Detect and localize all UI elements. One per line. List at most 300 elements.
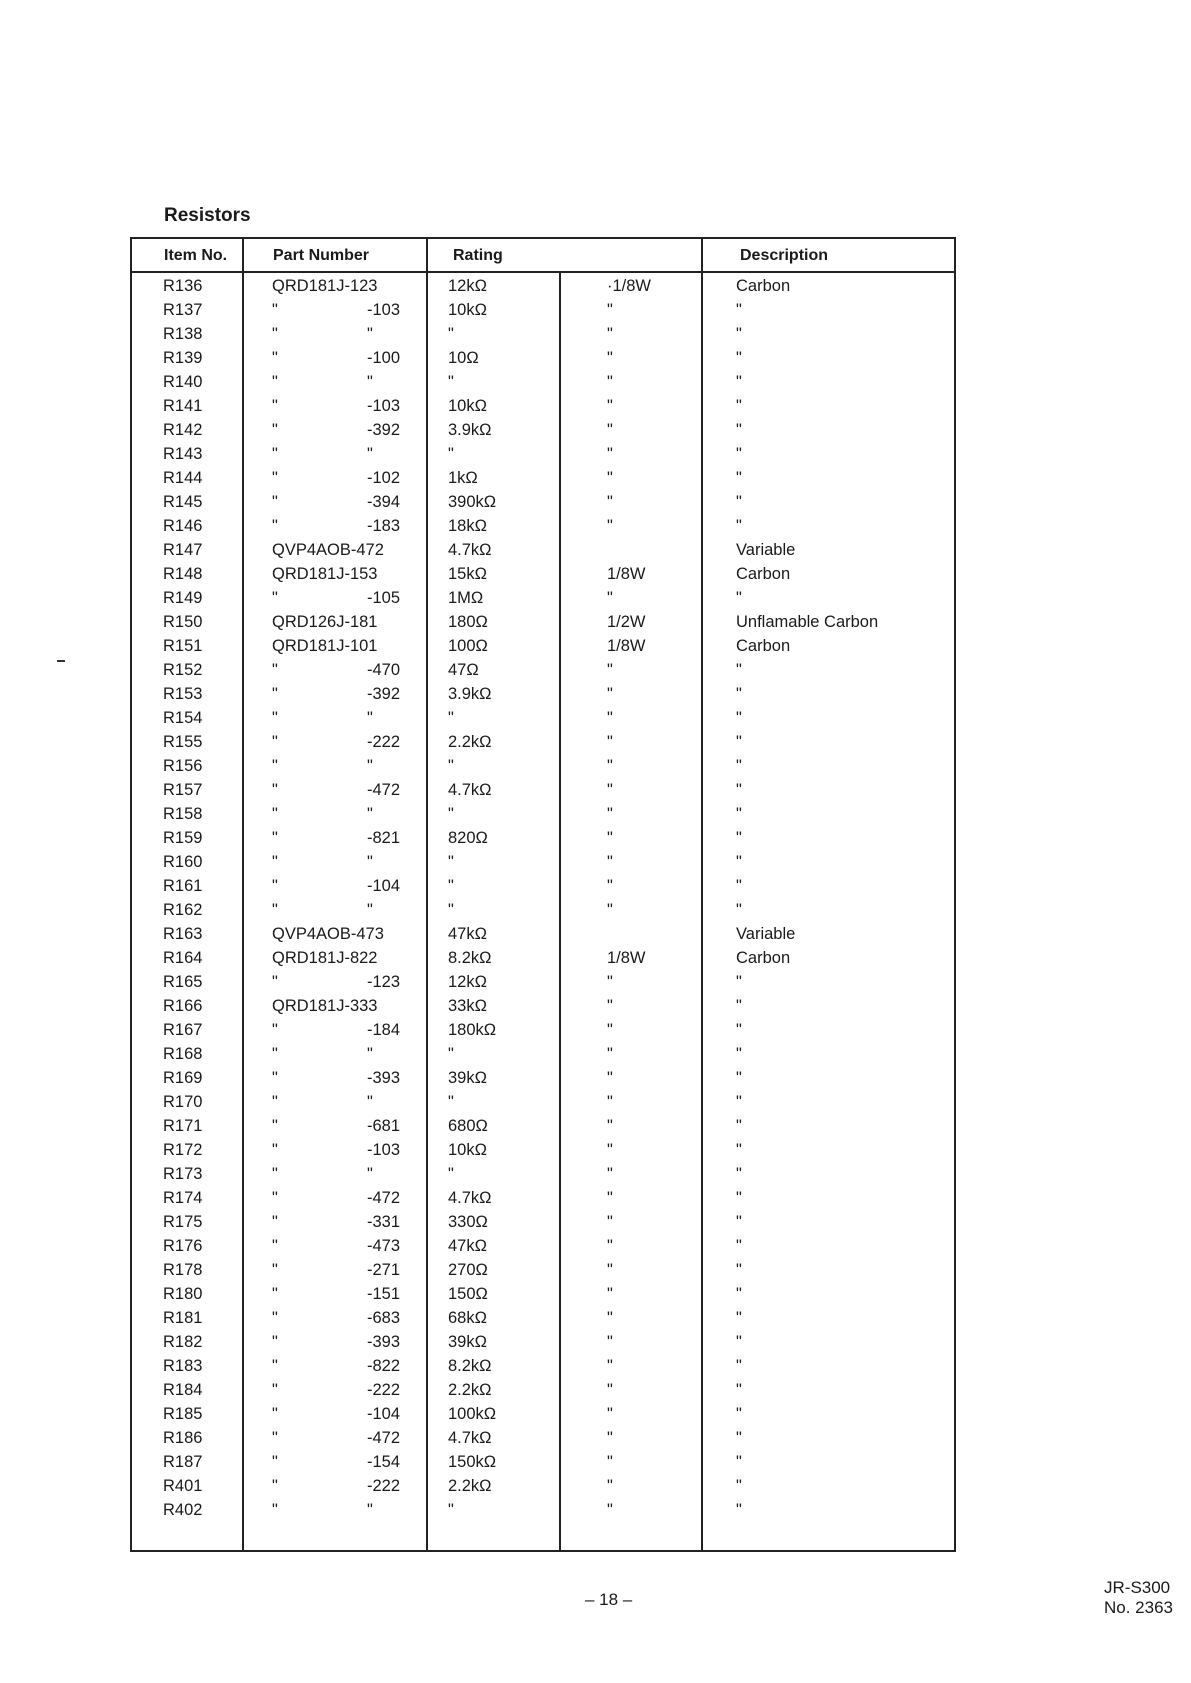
row-rating: 270Ω — [448, 1261, 488, 1279]
row-description: Carbon — [736, 949, 791, 967]
row-description: " — [736, 349, 742, 367]
row-description: " — [736, 1141, 742, 1159]
table-row — [130, 418, 956, 442]
row-wattage: " — [607, 325, 613, 343]
table-row — [130, 1042, 956, 1066]
row-part-suffix: " — [367, 709, 373, 727]
row-part-suffix: -154 — [367, 1453, 401, 1471]
row-part-suffix: -472 — [367, 1189, 401, 1207]
row-wattage: " — [607, 757, 613, 775]
row-item-no: R150 — [163, 613, 203, 631]
row-item-no: R181 — [163, 1309, 203, 1327]
table-row — [130, 970, 956, 994]
row-part-number: " — [272, 829, 278, 847]
row-wattage: " — [607, 733, 613, 751]
row-item-no: R182 — [163, 1333, 203, 1351]
row-part-number: QRD181J-333 — [272, 997, 378, 1015]
row-description: " — [736, 1501, 742, 1519]
row-rating: 4.7kΩ — [448, 1429, 492, 1447]
row-part-number: " — [272, 421, 278, 439]
row-part-suffix: -472 — [367, 1429, 401, 1447]
row-wattage: " — [607, 1237, 613, 1255]
row-item-no: R149 — [163, 589, 203, 607]
row-description: " — [736, 829, 742, 847]
row-item-no: R155 — [163, 733, 203, 751]
table-row — [130, 538, 956, 562]
row-part-suffix: -821 — [367, 829, 401, 847]
row-part-suffix: -393 — [367, 1069, 401, 1087]
row-rating: 1MΩ — [448, 589, 484, 607]
row-wattage: " — [607, 877, 613, 895]
row-item-no: R137 — [163, 301, 203, 319]
table-row — [130, 1378, 956, 1402]
table-row — [130, 1210, 956, 1234]
row-description: " — [736, 1117, 742, 1135]
row-rating: 180Ω — [448, 613, 488, 631]
row-part-number: " — [272, 301, 278, 319]
row-description: Carbon — [736, 637, 791, 655]
table-row — [130, 586, 956, 610]
row-part-number: " — [272, 1309, 278, 1327]
row-part-suffix: " — [367, 445, 373, 463]
row-item-no: R185 — [163, 1405, 203, 1423]
row-item-no: R169 — [163, 1069, 203, 1087]
row-part-number: " — [272, 397, 278, 415]
row-part-suffix: -392 — [367, 421, 401, 439]
footer-reference — [1104, 1578, 1173, 1618]
row-description: " — [736, 421, 742, 439]
row-rating: 4.7kΩ — [448, 781, 492, 799]
row-wattage: " — [607, 397, 613, 415]
row-part-number: QRD181J-822 — [272, 949, 378, 967]
row-rating: 12kΩ — [448, 277, 487, 295]
row-rating: 39kΩ — [448, 1069, 487, 1087]
row-rating: 68kΩ — [448, 1309, 487, 1327]
row-rating: 8.2kΩ — [448, 949, 492, 967]
row-part-suffix: -123 — [367, 973, 401, 991]
row-part-suffix: -470 — [367, 661, 401, 679]
row-part-number: " — [272, 1501, 278, 1519]
row-wattage: " — [607, 517, 613, 535]
table-row — [130, 610, 956, 634]
header-rating: Rating — [453, 247, 503, 264]
row-part-suffix: -393 — [367, 1333, 401, 1351]
row-description: Carbon — [736, 565, 791, 583]
row-item-no: R183 — [163, 1357, 203, 1375]
table-row — [130, 490, 956, 514]
row-wattage: " — [607, 709, 613, 727]
table-row — [130, 1282, 956, 1306]
row-description: " — [736, 877, 742, 895]
row-rating: 100Ω — [448, 637, 488, 655]
row-description: " — [736, 517, 742, 535]
row-part-number: " — [272, 1141, 278, 1159]
row-wattage: " — [607, 973, 613, 991]
row-item-no: R162 — [163, 901, 203, 919]
row-wattage: " — [607, 1309, 613, 1327]
row-rating: 2.2kΩ — [448, 1477, 492, 1495]
row-wattage: " — [607, 1381, 613, 1399]
row-rating: " — [448, 445, 454, 463]
row-rating: 150kΩ — [448, 1453, 497, 1471]
row-wattage: " — [607, 493, 613, 511]
row-description: " — [736, 1309, 742, 1327]
row-rating: " — [448, 805, 454, 823]
row-part-suffix: " — [367, 1093, 373, 1111]
row-rating: 10kΩ — [448, 397, 487, 415]
row-wattage: " — [607, 1429, 613, 1447]
row-part-number: " — [272, 1453, 278, 1471]
row-description: " — [736, 805, 742, 823]
row-part-number: QVP4AOB-473 — [272, 925, 384, 943]
row-wattage: " — [607, 469, 613, 487]
row-wattage: " — [607, 1213, 613, 1231]
row-description: " — [736, 685, 742, 703]
row-description: " — [736, 1189, 742, 1207]
row-wattage: " — [607, 1069, 613, 1087]
row-part-suffix: -392 — [367, 685, 401, 703]
table-row — [130, 562, 956, 586]
row-wattage: " — [607, 1405, 613, 1423]
row-description: " — [736, 1021, 742, 1039]
row-rating: " — [448, 1501, 454, 1519]
table-row — [130, 1306, 956, 1330]
row-part-number: " — [272, 781, 278, 799]
row-rating: " — [448, 877, 454, 895]
row-rating: 680Ω — [448, 1117, 488, 1135]
row-item-no: R170 — [163, 1093, 203, 1111]
row-rating: " — [448, 1093, 454, 1111]
table-row — [130, 1354, 956, 1378]
row-description: " — [736, 757, 742, 775]
row-wattage: ·1/8W — [607, 277, 652, 295]
row-item-no: R151 — [163, 637, 203, 655]
table-row — [130, 514, 956, 538]
row-item-no: R147 — [163, 541, 203, 559]
row-description: " — [736, 1165, 742, 1183]
row-part-suffix: " — [367, 373, 373, 391]
row-wattage: " — [607, 901, 613, 919]
row-description: " — [736, 589, 742, 607]
row-part-number: " — [272, 709, 278, 727]
row-part-number: " — [272, 901, 278, 919]
row-part-suffix: " — [367, 805, 373, 823]
table-row — [130, 322, 956, 346]
row-description: " — [736, 445, 742, 463]
row-part-suffix: -472 — [367, 781, 401, 799]
row-description: " — [736, 997, 742, 1015]
row-item-no: R187 — [163, 1453, 203, 1471]
table-row — [130, 1258, 956, 1282]
row-description: " — [736, 1429, 742, 1447]
table-row — [130, 730, 956, 754]
row-wattage: 1/8W — [607, 949, 646, 967]
row-item-no: R136 — [163, 277, 203, 295]
row-rating: " — [448, 901, 454, 919]
row-part-number: " — [272, 733, 278, 751]
row-description: " — [736, 469, 742, 487]
row-part-number: " — [272, 1285, 278, 1303]
row-item-no: R178 — [163, 1261, 203, 1279]
row-description: " — [736, 901, 742, 919]
row-part-number: " — [272, 1237, 278, 1255]
row-rating: " — [448, 1045, 454, 1063]
row-item-no: R161 — [163, 877, 203, 895]
row-description: " — [736, 1333, 742, 1351]
table-row — [130, 1234, 956, 1258]
row-part-suffix: -104 — [367, 877, 401, 895]
row-part-suffix: -184 — [367, 1021, 401, 1039]
row-rating: 10Ω — [448, 349, 479, 367]
row-rating: " — [448, 1165, 454, 1183]
row-part-number: " — [272, 493, 278, 511]
row-wattage: " — [607, 1501, 613, 1519]
row-item-no: R145 — [163, 493, 203, 511]
row-item-no: R141 — [163, 397, 203, 415]
row-wattage: " — [607, 685, 613, 703]
row-part-suffix: -473 — [367, 1237, 401, 1255]
row-rating: 330Ω — [448, 1213, 488, 1231]
row-description: " — [736, 325, 742, 343]
table-row — [130, 874, 956, 898]
row-description: " — [736, 709, 742, 727]
row-wattage: " — [607, 1453, 613, 1471]
row-part-suffix: " — [367, 1501, 373, 1519]
table-row — [130, 1138, 956, 1162]
row-item-no: R140 — [163, 373, 203, 391]
row-rating: 10kΩ — [448, 301, 487, 319]
row-wattage: " — [607, 1093, 613, 1111]
row-rating: 2.2kΩ — [448, 733, 492, 751]
row-part-number: " — [272, 1213, 278, 1231]
table-row — [130, 1330, 956, 1354]
row-item-no: R152 — [163, 661, 203, 679]
row-part-suffix: -105 — [367, 589, 401, 607]
row-part-suffix: -271 — [367, 1261, 401, 1279]
row-description: " — [736, 1477, 742, 1495]
table-row — [130, 1498, 956, 1522]
table-row — [130, 1402, 956, 1426]
row-part-number: " — [272, 1381, 278, 1399]
parts-table — [130, 237, 956, 1552]
row-item-no: R158 — [163, 805, 203, 823]
row-part-suffix: -183 — [367, 517, 401, 535]
row-rating: 3.9kΩ — [448, 685, 492, 703]
row-wattage: " — [607, 589, 613, 607]
row-part-number: " — [272, 1165, 278, 1183]
document-number: No. 2363 — [1104, 1598, 1173, 1617]
row-description: " — [736, 493, 742, 511]
row-rating: 180kΩ — [448, 1021, 497, 1039]
row-rating: 4.7kΩ — [448, 541, 492, 559]
row-wattage: " — [607, 445, 613, 463]
row-description: " — [736, 1453, 742, 1471]
row-wattage: " — [607, 1021, 613, 1039]
row-wattage: " — [607, 1117, 613, 1135]
row-wattage: " — [607, 997, 613, 1015]
row-description: " — [736, 1261, 742, 1279]
table-row — [130, 466, 956, 490]
row-description: " — [736, 853, 742, 871]
table-row — [130, 274, 956, 298]
table-body — [130, 274, 956, 1522]
row-wattage: 1/8W — [607, 565, 646, 583]
row-rating: " — [448, 373, 454, 391]
row-rating: 4.7kΩ — [448, 1189, 492, 1207]
table-row — [130, 346, 956, 370]
row-rating: 390kΩ — [448, 493, 497, 511]
row-wattage: " — [607, 1357, 613, 1375]
row-description: " — [736, 1093, 742, 1111]
row-rating: 100kΩ — [448, 1405, 497, 1423]
row-wattage: " — [607, 1141, 613, 1159]
table-row — [130, 1162, 956, 1186]
row-part-suffix: " — [367, 325, 373, 343]
row-item-no: R174 — [163, 1189, 203, 1207]
row-rating: 39kΩ — [448, 1333, 487, 1351]
table-row — [130, 394, 956, 418]
row-wattage: " — [607, 373, 613, 391]
row-item-no: R173 — [163, 1165, 203, 1183]
row-wattage: " — [607, 349, 613, 367]
row-wattage: " — [607, 781, 613, 799]
row-item-no: R139 — [163, 349, 203, 367]
row-item-no: R166 — [163, 997, 203, 1015]
row-item-no: R165 — [163, 973, 203, 991]
row-part-suffix: -222 — [367, 733, 401, 751]
table-row — [130, 994, 956, 1018]
row-part-number: " — [272, 685, 278, 703]
row-item-no: R184 — [163, 1381, 203, 1399]
row-part-suffix: -331 — [367, 1213, 401, 1231]
row-part-suffix: -222 — [367, 1381, 401, 1399]
row-rating: 1kΩ — [448, 469, 478, 487]
row-part-number: " — [272, 469, 278, 487]
row-description: " — [736, 301, 742, 319]
row-part-number: " — [272, 373, 278, 391]
row-part-number: QRD181J-101 — [272, 637, 378, 655]
row-item-no: R156 — [163, 757, 203, 775]
row-part-suffix: -103 — [367, 301, 401, 319]
row-part-number: " — [272, 1429, 278, 1447]
row-item-no: R160 — [163, 853, 203, 871]
table-row — [130, 1066, 956, 1090]
row-description: " — [736, 781, 742, 799]
row-part-number: " — [272, 1045, 278, 1063]
table-row — [130, 778, 956, 802]
row-item-no: R180 — [163, 1285, 203, 1303]
row-part-number: QRD126J-181 — [272, 613, 378, 631]
row-item-no: R154 — [163, 709, 203, 727]
row-rating: 47kΩ — [448, 925, 487, 943]
row-part-suffix: -222 — [367, 1477, 401, 1495]
row-part-number: " — [272, 1357, 278, 1375]
row-part-number: " — [272, 805, 278, 823]
row-part-suffix: " — [367, 1045, 373, 1063]
row-wattage: " — [607, 421, 613, 439]
row-part-number: " — [272, 1333, 278, 1351]
table-bottom-border — [130, 1550, 956, 1552]
row-rating: 12kΩ — [448, 973, 487, 991]
row-part-number: " — [272, 1021, 278, 1039]
table-row — [130, 682, 956, 706]
row-part-suffix: -103 — [367, 1141, 401, 1159]
table-row — [130, 634, 956, 658]
row-wattage: 1/8W — [607, 637, 646, 655]
row-description: " — [736, 373, 742, 391]
row-part-number: " — [272, 445, 278, 463]
row-rating: 10kΩ — [448, 1141, 487, 1159]
row-description: " — [736, 1285, 742, 1303]
row-part-suffix: -100 — [367, 349, 401, 367]
row-item-no: R175 — [163, 1213, 203, 1231]
row-rating: 820Ω — [448, 829, 488, 847]
row-rating: 3.9kΩ — [448, 421, 492, 439]
row-item-no: R144 — [163, 469, 203, 487]
row-rating: " — [448, 325, 454, 343]
row-part-number: " — [272, 589, 278, 607]
row-description: " — [736, 661, 742, 679]
table-row — [130, 442, 956, 466]
row-part-suffix: -104 — [367, 1405, 401, 1423]
row-part-suffix: -681 — [367, 1117, 401, 1135]
row-part-suffix: -394 — [367, 493, 401, 511]
row-part-suffix: -102 — [367, 469, 401, 487]
row-part-suffix: " — [367, 1165, 373, 1183]
row-item-no: R171 — [163, 1117, 203, 1135]
row-item-no: R168 — [163, 1045, 203, 1063]
table-row — [130, 898, 956, 922]
row-item-no: R159 — [163, 829, 203, 847]
row-part-number: " — [272, 349, 278, 367]
table-top-border — [130, 237, 956, 239]
row-item-no: R402 — [163, 1501, 203, 1519]
table-row — [130, 298, 956, 322]
row-wattage: " — [607, 1165, 613, 1183]
row-part-number: " — [272, 1093, 278, 1111]
row-part-number: " — [272, 877, 278, 895]
row-rating: 8.2kΩ — [448, 1357, 492, 1375]
row-rating: 15kΩ — [448, 565, 487, 583]
row-wattage: " — [607, 1189, 613, 1207]
row-description: " — [736, 1069, 742, 1087]
row-rating: 2.2kΩ — [448, 1381, 492, 1399]
table-row — [130, 850, 956, 874]
row-wattage: " — [607, 1477, 613, 1495]
page-number: – 18 – — [585, 1590, 633, 1609]
row-rating: " — [448, 853, 454, 871]
row-part-number: " — [272, 517, 278, 535]
row-part-number: " — [272, 1117, 278, 1135]
margin-mark — [57, 660, 65, 662]
row-part-number: " — [272, 1405, 278, 1423]
row-description: Unflamable Carbon — [736, 613, 879, 631]
row-part-suffix: " — [367, 853, 373, 871]
row-description: " — [736, 1213, 742, 1231]
row-part-suffix: -103 — [367, 397, 401, 415]
row-wattage: " — [607, 301, 613, 319]
row-description: " — [736, 1237, 742, 1255]
row-description: " — [736, 1405, 742, 1423]
table-row — [130, 1018, 956, 1042]
row-item-no: R164 — [163, 949, 203, 967]
table-row — [130, 1186, 956, 1210]
row-item-no: R167 — [163, 1021, 203, 1039]
table-row — [130, 1090, 956, 1114]
row-rating: 18kΩ — [448, 517, 487, 535]
row-part-suffix: " — [367, 757, 373, 775]
row-wattage: " — [607, 1333, 613, 1351]
